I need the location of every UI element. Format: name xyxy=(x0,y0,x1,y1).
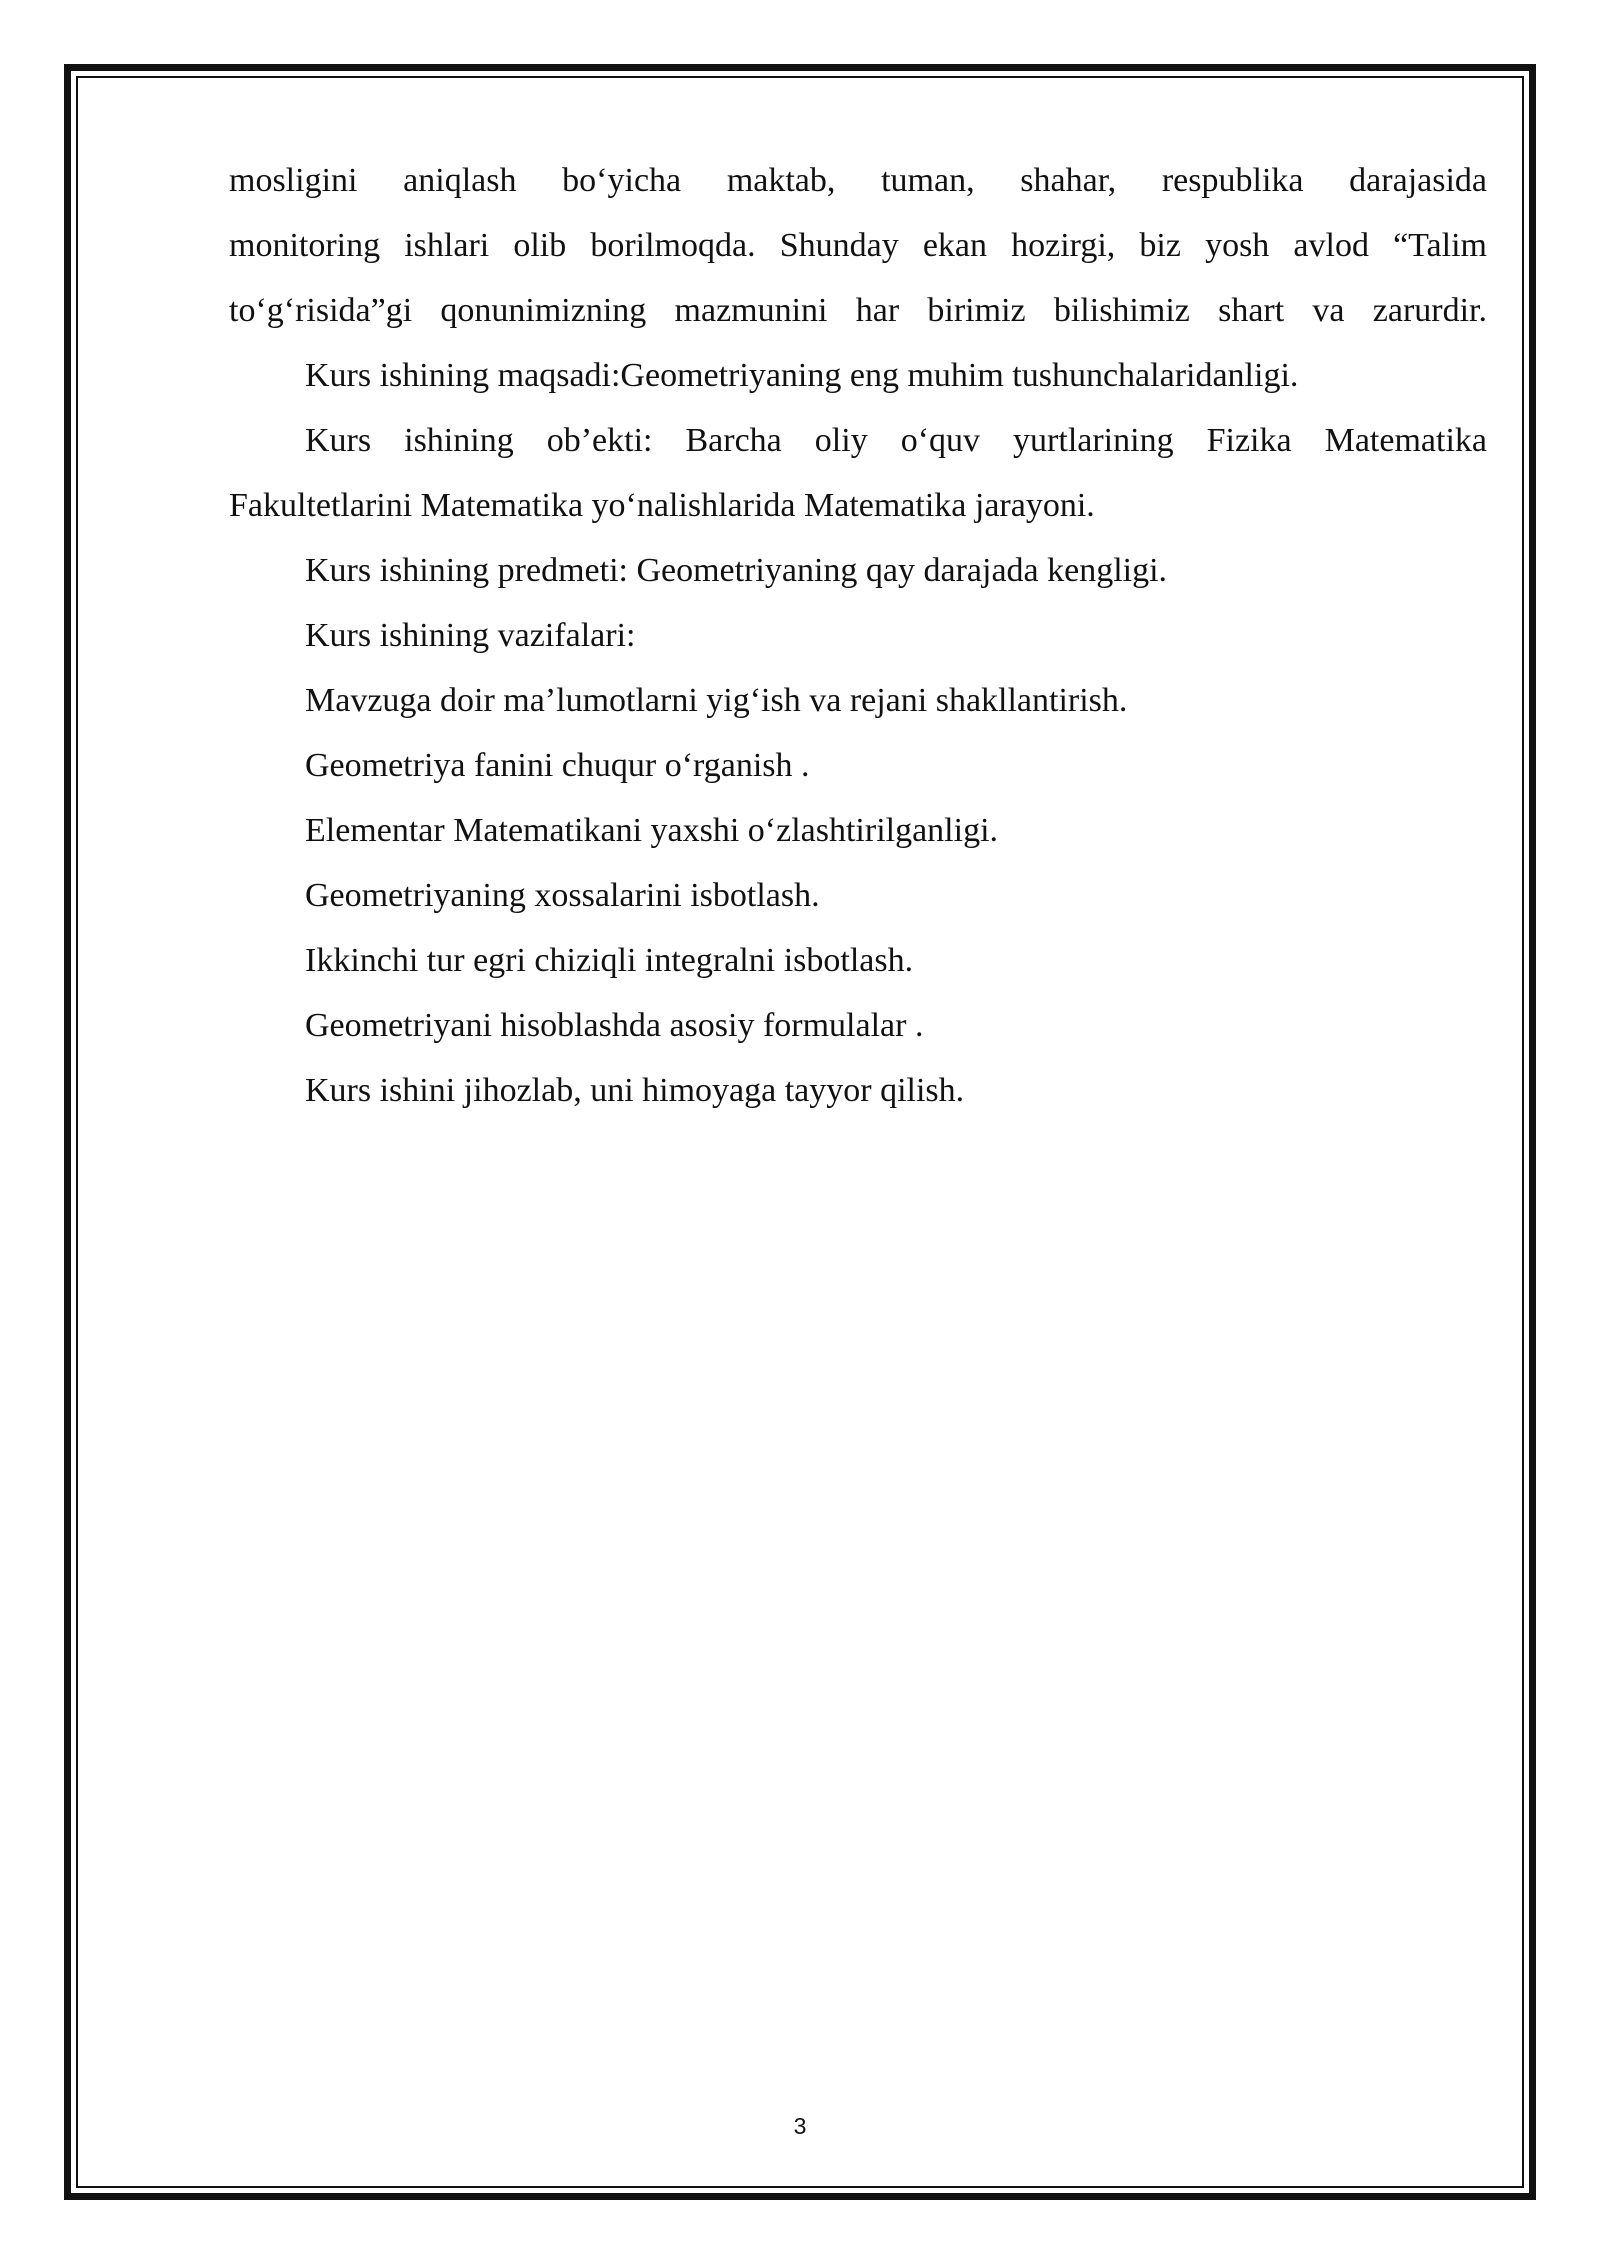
maqsad-line: Kurs ishining maqsadi:Geometriyaning eng muhim tushunchalaridanligi. xyxy=(305,357,1299,394)
obekt-line-2: Fakultetlarini Matematika yo‘nalishlarida Matematika jarayoni. xyxy=(229,487,1095,524)
paragraph-1-line-2: monitoring ishlari olib borilmoqda. Shunday ekan hozirgi, biz yosh avlod “Talim xyxy=(229,227,1487,264)
vazifa-item: Ikkinchi tur egri chiziqli integralni isbotlash. xyxy=(305,942,914,979)
vazifa-item: Mavzuga doir ma’lumotlarni yig‘ish va rejani shakllantirish. xyxy=(305,682,1128,719)
predmet-line: Kurs ishining predmeti: Geometriyaning qay darajada kengligi. xyxy=(305,552,1168,589)
vazifa-item: Geometriya fanini chuqur o‘rganish . xyxy=(305,747,810,784)
obekt-line-1: Kurs ishining ob’ekti: Barcha oliy o‘quv yurtlarining Fizika Matematika xyxy=(305,422,1487,459)
paragraph-1-line-3: to‘g‘risida”gi qonunimizning mazmunini har birimiz bilishimiz shart va zarurdir. xyxy=(229,292,1487,329)
document-body xyxy=(229,148,1487,1123)
vazifa-item: Kurs ishini jihozlab, uni himoyaga tayyor qilish. xyxy=(305,1072,965,1109)
vazifa-item: Geometriyaning xossalarini isbotlash. xyxy=(305,877,820,914)
vazifa-item: Geometriyani hisoblashda asosiy formulalar . xyxy=(305,1007,924,1044)
vazifalar-heading: Kurs ishining vazifalari: xyxy=(305,617,636,654)
page-number: 3 xyxy=(793,2113,807,2139)
vazifa-item: Elementar Matematikani yaxshi o‘zlashtirilganligi. xyxy=(305,812,999,849)
paragraph-1-line-1: mosligini aniqlash bo‘yicha maktab, tuman, shahar, respublika darajasida xyxy=(229,162,1487,199)
